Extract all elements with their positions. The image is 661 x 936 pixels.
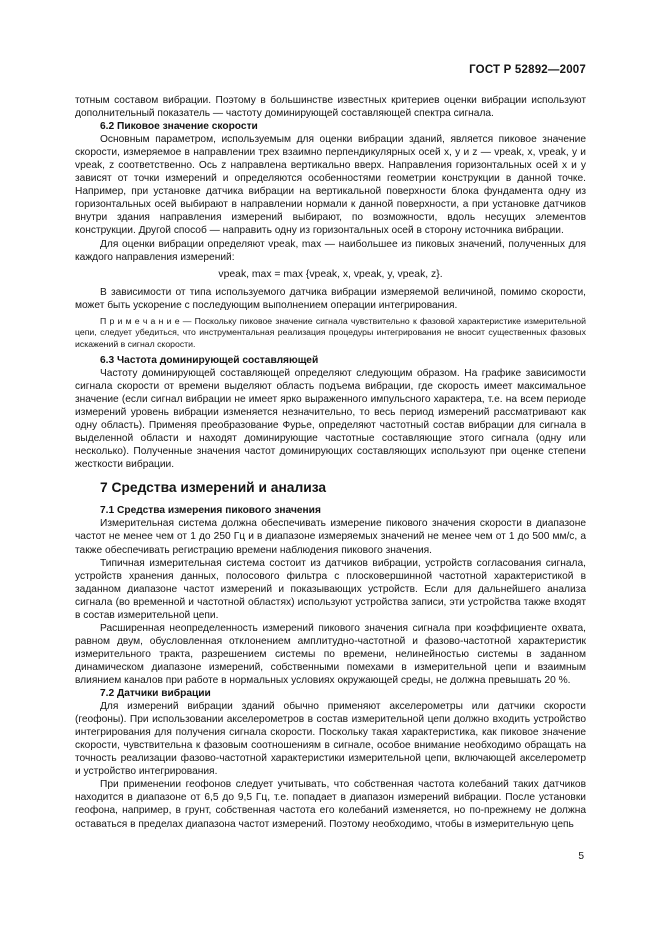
document-header: ГОСТ Р 52892—2007 [469, 64, 586, 76]
paragraph-measurement-system: Измерительная система должна обеспечивать измерение пикового значения скорости в диапазоне частот не менее чем от 1 до 250 Гц и в диапазоне измеряемых значений не менее чем от 1 до 500 мм/с, а также обеспечивать регистрацию времени наблюдения пикового значения. [75, 518, 586, 556]
section-heading-7: 7 Средства измерений и анализа [100, 480, 327, 496]
paragraph-continuation: тотным составом вибрации. Поэтому в большинстве известных критериев оценки вибрации используют дополнительный показатель — частоту доминирующей составляющей спектра сигнала. [75, 95, 586, 120]
section-heading-7-1: 7.1 Средства измерения пикового значения [100, 505, 321, 517]
section-heading-6-3: 6.3 Частота доминирующей составляющей [100, 354, 319, 366]
page-number: 5 [578, 851, 584, 862]
paragraph-accelerometers: Для измерений вибрации зданий обычно применяют акселерометры или датчики скорости (геофоны). При использовании акселерометров в состав измерительной цепи должно входить устройство интегрирования для получения сигнала скорости. Поскольку такая характеристика, как пиковое значение скорости, чувствительна к фазовым соотношениям в сигнале, особое внимание необходимо обращать на точность реализации фазово-частотной характеристики измерительной цепи, включающей акселерометр и устройство интегрирования. [75, 701, 586, 778]
paragraph-geophones: При применении геофонов следует учитывать, что собственная частота колебаний таких датчиков находится в диапазоне от 6,5 до 9,5 Гц, т.е. попадает в диапазон измерений вибрации. После установки геофона, например, в грунт, собственная частота его колебаний изменяется, но по-прежнему не должна оставаться в пределах диапазона частот измерений. Поэтому необходимо, чтобы в измерительную цепь [75, 779, 586, 830]
paragraph-peak-max: Для оценки вибрации определяют vpeak, max — наибольшее из пиковых значений, полученных для каждого направления измерений: [75, 238, 586, 263]
paragraph-acceleration: В зависимости от типа используемого датчика вибрации измеряемой величиной, помимо скорости, может быть ускорение с последующим выполнением операции интегрирования. [75, 286, 586, 311]
note-phase: П р и м е ч а н и е — Поскольку пиковое значение сигнала чувствительно к фазовой характеристике измерительной цепи, следует убедиться, что инструментальная реализация процедуры интегрирования не вносит существенных фазовых искажений в сигнал скорости. [75, 315, 586, 349]
document-body [75, 94, 586, 831]
paragraph-peak-velocity: Основным параметром, используемым для оценки вибрации зданий, является пиковое значение скорости, измеряемое в направлении трех взаимно перпендикулярных осей x, y и z — vpeak, x, vpeak, y и vpeak, z соответственно. Ось z направлена вертикально вверх. Направления горизонтальных осей x и y зависят от точки измерений и определяются особенностями геометрии конструкции в данной точке. Например, при установке датчика вибрации на вертикальной поверхности блока фундамента одну из горизонтальных осей выбирают в направлении нормали к данной поверхности, а при установке датчиков внутри здания направления измерений выбирают, по возможности, вдоль несущих элементов конструкции. Другой способ — направить одну из горизонтальных осей в сторону источника вибрации. [75, 134, 586, 237]
paragraph-typical-system: Типичная измерительная система состоит из датчиков вибрации, устройств согласования сигнала, устройств хранения данных, полосового фильтра с плосковершинной частотной характеристикой в заданном диапазоне частот измерений и показывающих устройств. Если для дальнейшего анализа сигнала (во временной и частотной областях) используют устройства записи, эти устройства также входят в состав измерительной цепи. [75, 557, 586, 621]
formula-peak-max: vpeak, max = max {vpeak, x, vpeak, y, vpeak, z}. [218, 268, 443, 280]
section-heading-7-2: 7.2 Датчики вибрации [100, 688, 211, 700]
paragraph-dominant-frequency: Частоту доминирующей составляющей определяют следующим образом. На графике зависимости сигнала скорости от времени выделяют область подъема вибрации, где скорость имеет максимальное значение (если сигнал вибрации не имеет ярко выраженного импульсного характера, т.е. на всем периоде измерений уровень вибрации изменяется незначительно, то весь период измерений рассматривают как одну область). Применяя преобразование Фурье, определяют частотный состав вибрации для сигнала в выделенной области и находят доминирующие частотные составляющие этого сигнала (одну или несколько). Полученные значения частот доминирующих составляющих используют при оценке степени жесткости вибрации. [75, 368, 586, 471]
paragraph-uncertainty: Расширенная неопределенность измерений пикового значения сигнала при коэффициенте охвата, равном двум, обусловленная отклонением амплитудно-частотной и фазово-частотной характеристик измерительного тракта, разрешением системы по времени, нелинейностью системы в заданном динамическом диапазоне измерений, собственными помехами в измерительной цепи и взаимным влиянием каналов при работе в нормальных условиях окружающей среды, не должна превышать 20 %. [75, 622, 586, 686]
section-heading-6-2: 6.2 Пиковое значение скорости [100, 121, 258, 133]
